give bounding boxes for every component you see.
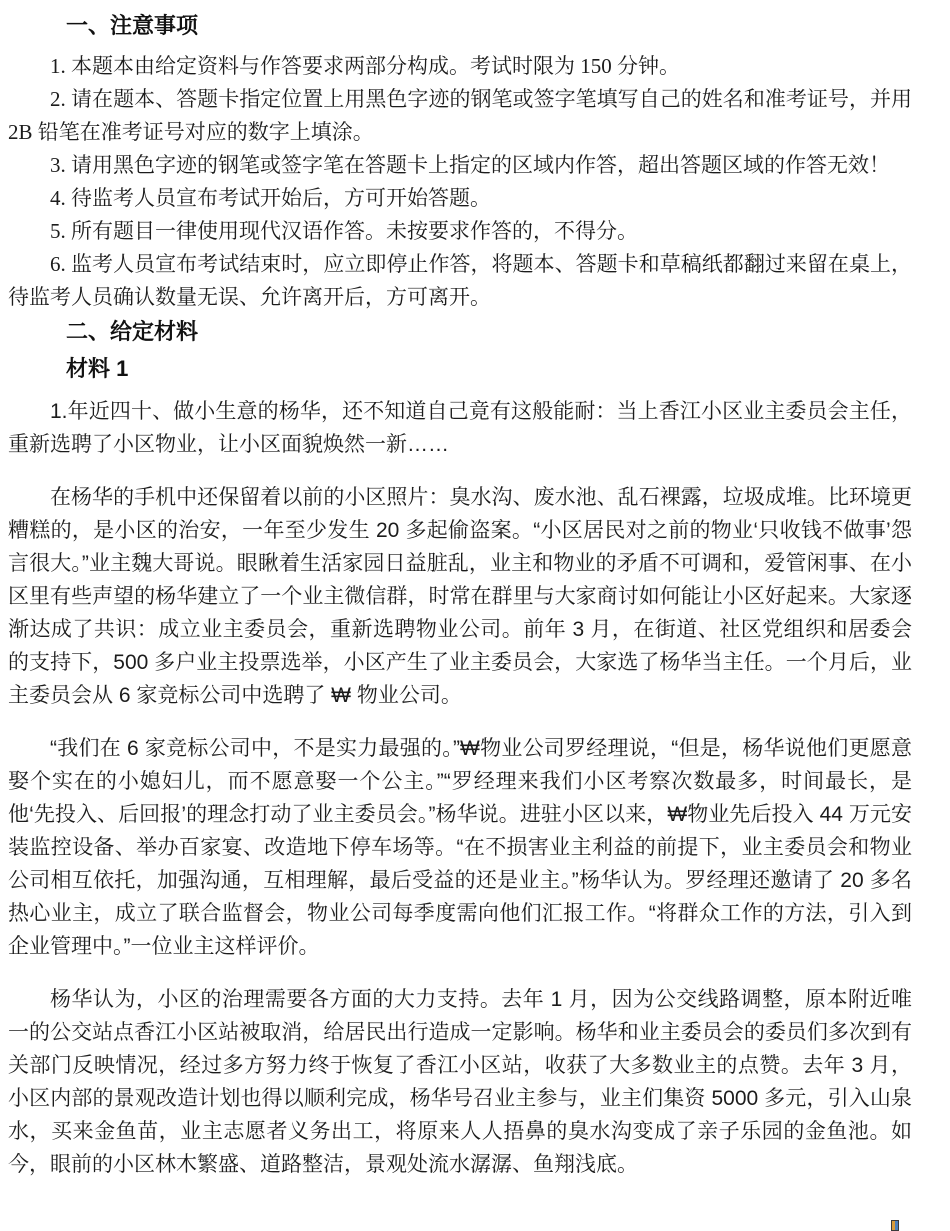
notice-item: 5. 所有题目一律使用现代汉语作答。未按要求作答的，不得分。 xyxy=(50,219,638,243)
material-paragraph: 1.年近四十、做小生意的杨华，还不知道自己竟有这般能耐：当上香江小区业主委员会主任，重新选聘了小区物业，让小区面貌焕然一新…… xyxy=(8,400,912,456)
notices-heading: 一、注意事项 xyxy=(66,13,199,38)
materials-heading: 二、给定材料 xyxy=(66,319,199,344)
notice-item: 2. 请在题本、答题卡指定位置上用黑色字迹的钢笔或签字笔填写自己的姓名和准考证号，并用 2B 铅笔在准考证号对应的数字上填涂。 xyxy=(8,87,912,144)
material-paragraph: 杨华认为，小区的治理需要各方面的大力支持。去年 1 月，因为公交线路调整，原本附近唯一的公交站点香江小区站被取消，给居民出行造成一定影响。杨华和业主委员会的委员们多次到有关部门反映情况，经过多方努力终于恢复了香江小区站，收获了大多数业主的点赞。去年 3 月，小区内部的景观改造计划也得以顺利完成，杨华号召业主参与，业主们集资 5000 多元，引入山泉水，买来金鱼苗，业主志愿者义务出工，将原来人人捂鼻的臭水沟变成了亲子乐园的金鱼池。如今，眼前的小区林木繁盛、道路整洁，景观处流水潺潺、鱼翔浅底。 xyxy=(8,988,912,1176)
page-corner-artifact-icon xyxy=(891,1220,899,1231)
material-paragraph: 在杨华的手机中还保留着以前的小区照片：臭水沟、废水池、乱石裸露，垃圾成堆。比环境更糟糕的，是小区的治安，一年至少发生 20 多起偷盗案。“小区居民对之前的物业‘只收钱不做事’怨言很大。”业主魏大哥说。眼瞅着生活家园日益脏乱，业主和物业的矛盾不可调和，爱管闲事、在小区里有些声望的杨华建立了一个业主微信群，时常在群里与大家商讨如何能让小区好起来。大家逐渐达成了共识：成立业主委员会，重新选聘物业公司。前年 3 月，在街道、社区党组织和居委会的支持下，500 多户业主投票选举，小区产生了业主委员会，大家选了杨华当主任。一个月后，业主委员会从 6 家竞标公司中选聘了 ₩ 物业公司。 xyxy=(8,486,912,707)
notice-item: 4. 待监考人员宣布考试开始后，方可开始答题。 xyxy=(50,186,491,210)
notices-section xyxy=(8,50,912,314)
material-paragraph: “我们在 6 家竞标公司中，不是实力最强的。”₩物业公司罗经理说，“但是，杨华说他们更愿意娶个实在的小媳妇儿，而不愿意娶一个公主。”“罗经理来我们小区考察次数最多，时间最长，是他‘先投入、后回报’的理念打动了业主委员会。”杨华说。进驻小区以来，₩物业先后投入 44 万元安装监控设备、举办百家宴、改造地下停车场等。“在不损害业主利益的前提下，业主委员会和物业公司相互依托，加强沟通，互相理解，最后受益的还是业主。”杨华认为。罗经理还邀请了 20 多名热心业主，成立了联合监督会，物业公司每季度需向他们汇报工作。“将群众工作的方法，引入到企业管理中。”一位业主这样评价。 xyxy=(8,737,912,958)
artifact-right-half xyxy=(895,1221,898,1230)
material-1-body xyxy=(8,395,912,1181)
notice-item: 6. 监考人员宣布考试结束时，应立即停止作答，将题本、答题卡和草稿纸都翻过来留在桌上，待监考人员确认数量无误、允许离开后，方可离开。 xyxy=(8,252,912,309)
material-1-heading: 材料 1 xyxy=(66,356,129,381)
notice-item: 3. 请用黑色字迹的钢笔或签字笔在答题卡上指定的区域内作答，超出答题区域的作答无效！ xyxy=(50,153,890,177)
notice-item: 1. 本题本由给定资料与作答要求两部分构成。考试时限为 150 分钟。 xyxy=(50,54,680,78)
